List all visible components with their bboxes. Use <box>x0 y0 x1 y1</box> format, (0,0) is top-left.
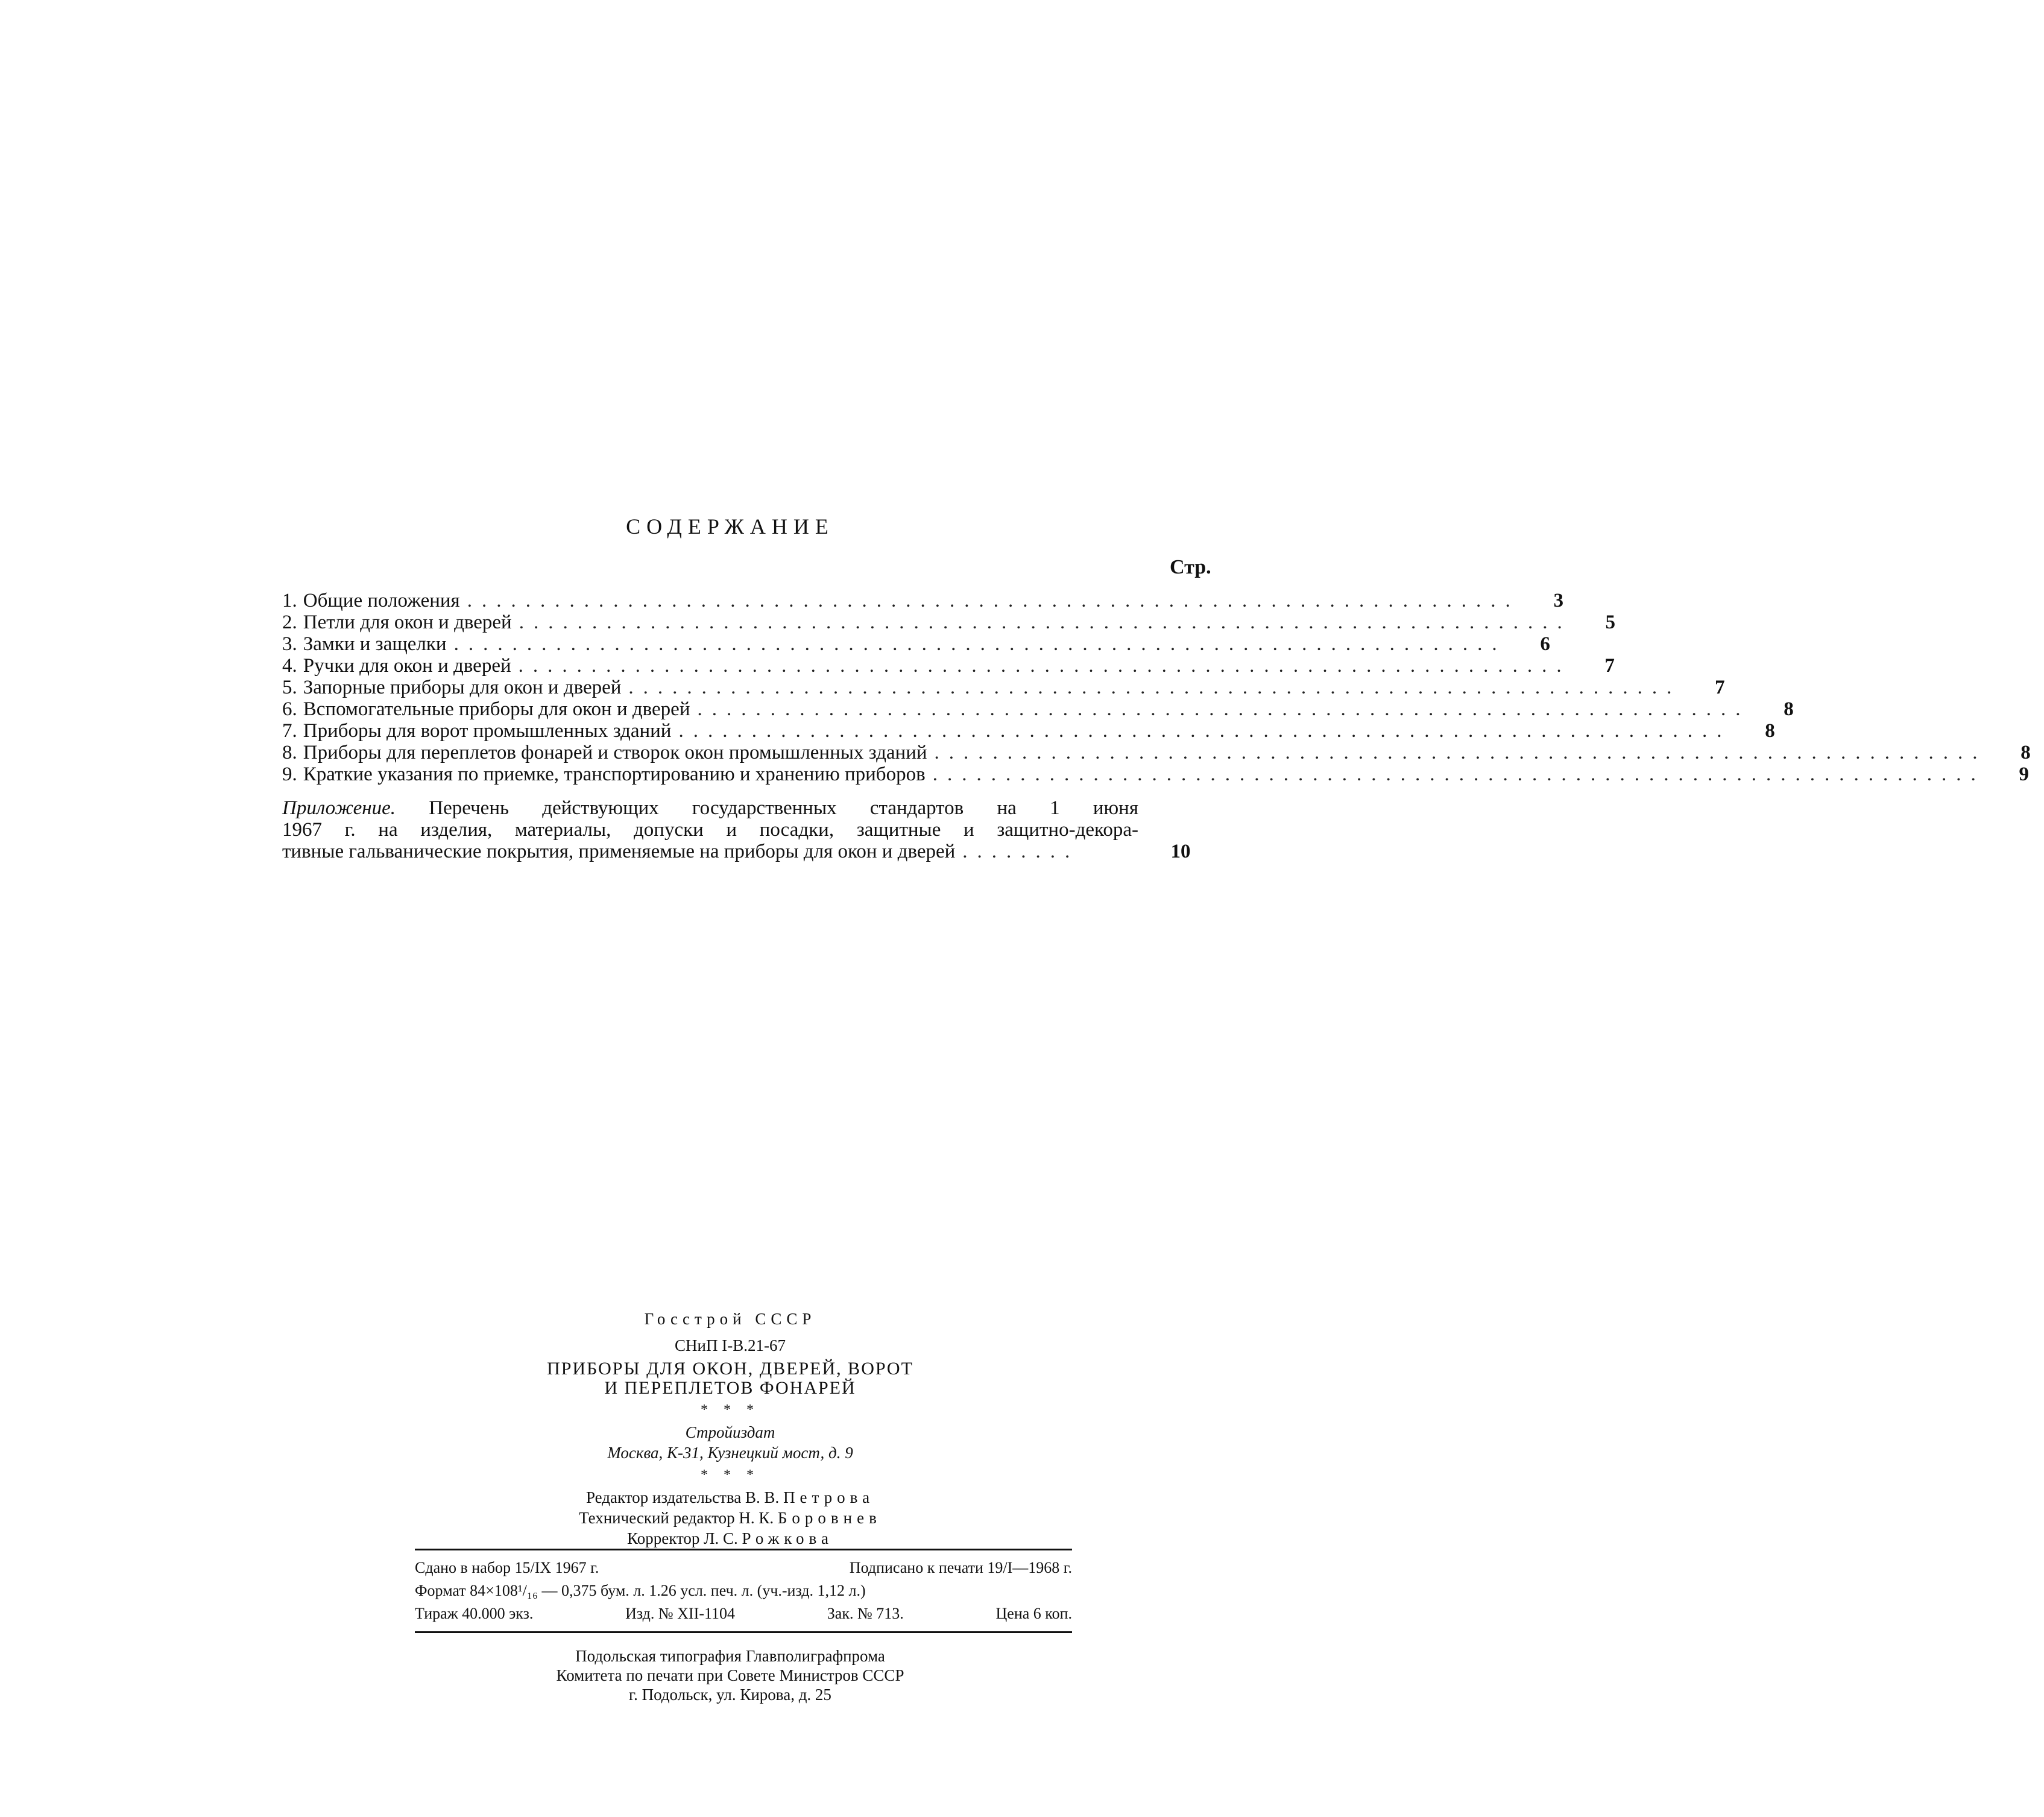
toc-item-page: 8 <box>1765 720 1775 742</box>
toc-item-number: 7. <box>282 720 297 742</box>
colophon-typeset-date: Сдано в набор 15/IX 1967 г. <box>415 1559 599 1576</box>
printer-line-2: Комитета по печати при Совете Министров СССР <box>556 1666 904 1684</box>
toc-item-number: 9. <box>282 763 297 785</box>
toc-item-number: 2. <box>282 611 297 633</box>
dot-leader: ........................................................................ <box>697 698 1750 720</box>
page-column-header: Стр. <box>1170 556 1211 578</box>
imprint-code: СНиП I-В.21-67 <box>675 1336 786 1354</box>
toc-item-page: 7 <box>1715 677 1725 698</box>
toc-item-number: 3. <box>282 633 297 655</box>
tech-editor-name: Боровнев <box>777 1509 882 1527</box>
appendix-line-2: 1967 г. на изделия, материалы, допуски и посадки, защитные и защитно-декора- <box>282 819 1138 841</box>
imprint-address: Москва, К-31, Кузнецкий мост, д. 9 <box>607 1444 853 1462</box>
toc-item-8[interactable] <box>282 742 2031 763</box>
dot-leader: ........................................................................ <box>518 655 1571 677</box>
toc-item-title: Вспомогательные приборы для окон и дверей <box>303 698 690 720</box>
colophon <box>415 1549 1072 1633</box>
appendix-line-3: тивные гальванические покрытия, применяемые на приборы для окон и дверей <box>282 841 956 862</box>
toc-item-1[interactable] <box>282 590 1563 611</box>
toc-item-page: 7 <box>1604 655 1615 677</box>
appendix-line-1: Перечень действующих государственных стандартов на 1 июня <box>429 797 1139 819</box>
imprint-block <box>0 1309 1460 1549</box>
toc-item-title: Краткие указания по приемке, транспортированию и хранению приборов <box>303 763 926 785</box>
toc-item-9[interactable] <box>282 763 2029 785</box>
page-title: СОДЕРЖАНИЕ <box>626 514 834 539</box>
dot-leader: ........................................................................ <box>453 633 1507 655</box>
toc-item-number: 4. <box>282 655 297 677</box>
imprint-title-line-1: ПРИБОРЫ ДЛЯ ОКОН, ДВЕРЕЙ, ВОРОТ <box>547 1359 913 1379</box>
toc-item-6[interactable] <box>282 698 1794 720</box>
dot-leader: ........................................................................ <box>678 720 1732 742</box>
table-of-contents <box>282 590 2031 785</box>
dot-leader: ........................................................................ <box>628 677 1682 698</box>
toc-item-title: Приборы для ворот промышленных зданий <box>303 720 672 742</box>
printer-info <box>0 1646 1460 1704</box>
toc-item-number: 1. <box>282 590 297 611</box>
imprint-title-line-2: И ПЕРЕПЛЕТОВ ФОНАРЕЙ <box>604 1378 856 1398</box>
toc-item-page: 6 <box>1540 633 1550 655</box>
dot-leader: ........................................................................ <box>467 590 1520 611</box>
toc-item-number: 8. <box>282 742 297 763</box>
imprint-publisher: Стройиздат <box>685 1423 775 1441</box>
dot-leader: ........................................................................ <box>934 742 1987 763</box>
toc-item-page: 3 <box>1553 590 1563 611</box>
dot-leader: ........ <box>962 841 1080 862</box>
toc-item-title: Замки и защелки <box>303 633 447 655</box>
separator-stars: * * * <box>701 1467 760 1483</box>
toc-item-page: 5 <box>1605 611 1615 633</box>
imprint-corrector <box>0 1528 1460 1549</box>
colophon-price: Цена 6 коп. <box>995 1605 1072 1622</box>
colophon-edition-number: Изд. № XII-1104 <box>625 1605 736 1622</box>
colophon-print-run: Тираж 40.000 экз. <box>415 1605 534 1622</box>
toc-item-5[interactable] <box>282 677 1725 698</box>
toc-item-page: 8 <box>2020 742 2031 763</box>
toc-appendix[interactable] <box>282 797 1199 862</box>
appendix-page: 10 <box>1170 841 1191 862</box>
colophon-signed-date: Подписано к печати 19/I—1968 г. <box>849 1559 1072 1576</box>
editor-label: Редактор издательства В. В. <box>585 1488 780 1506</box>
printer-line-3: г. Подольск, ул. Кирова, д. 25 <box>629 1686 831 1704</box>
colophon-format: Формат 84×108¹/₁₆ — 0,375 бум. л. 1.26 усл. печ. л. (уч.-изд. 1,12 л.) <box>415 1582 866 1599</box>
toc-item-title: Ручки для окон и дверей <box>303 655 511 677</box>
toc-item-7[interactable] <box>282 720 1775 742</box>
editor-name: Петрова <box>783 1488 875 1506</box>
toc-item-2[interactable] <box>282 611 1615 633</box>
dot-leader: ........................................................................ <box>932 763 1986 785</box>
imprint-org: Госстрой СССР <box>644 1310 816 1328</box>
imprint-tech-editor <box>0 1508 1460 1528</box>
printer-line-1: Подольская типография Главполиграфпрома <box>575 1647 885 1665</box>
appendix-label: Приложение. <box>282 797 396 819</box>
toc-item-title: Петли для окон и дверей <box>303 611 512 633</box>
toc-item-4[interactable] <box>282 655 1615 677</box>
colophon-order-number: Зак. № 713. <box>827 1605 904 1622</box>
toc-item-number: 5. <box>282 677 297 698</box>
dot-leader: ........................................................................ <box>519 611 1572 633</box>
corrector-label: Корректор Л. С. <box>627 1529 738 1547</box>
corrector-name: Рожкова <box>742 1529 833 1547</box>
toc-item-title: Запорные приборы для окон и дверей <box>303 677 622 698</box>
toc-item-page: 9 <box>2019 763 2029 785</box>
toc-item-page: 8 <box>1784 698 1794 720</box>
toc-item-number: 6. <box>282 698 297 720</box>
toc-item-title: Приборы для переплетов фонарей и створок окон промышленных зданий <box>303 742 927 763</box>
tech-editor-label: Технический редактор Н. К. <box>579 1509 774 1527</box>
imprint-editor <box>0 1487 1460 1508</box>
toc-item-3[interactable] <box>282 633 1550 655</box>
separator-stars: * * * <box>701 1402 760 1418</box>
toc-item-title: Общие положения <box>303 590 460 611</box>
